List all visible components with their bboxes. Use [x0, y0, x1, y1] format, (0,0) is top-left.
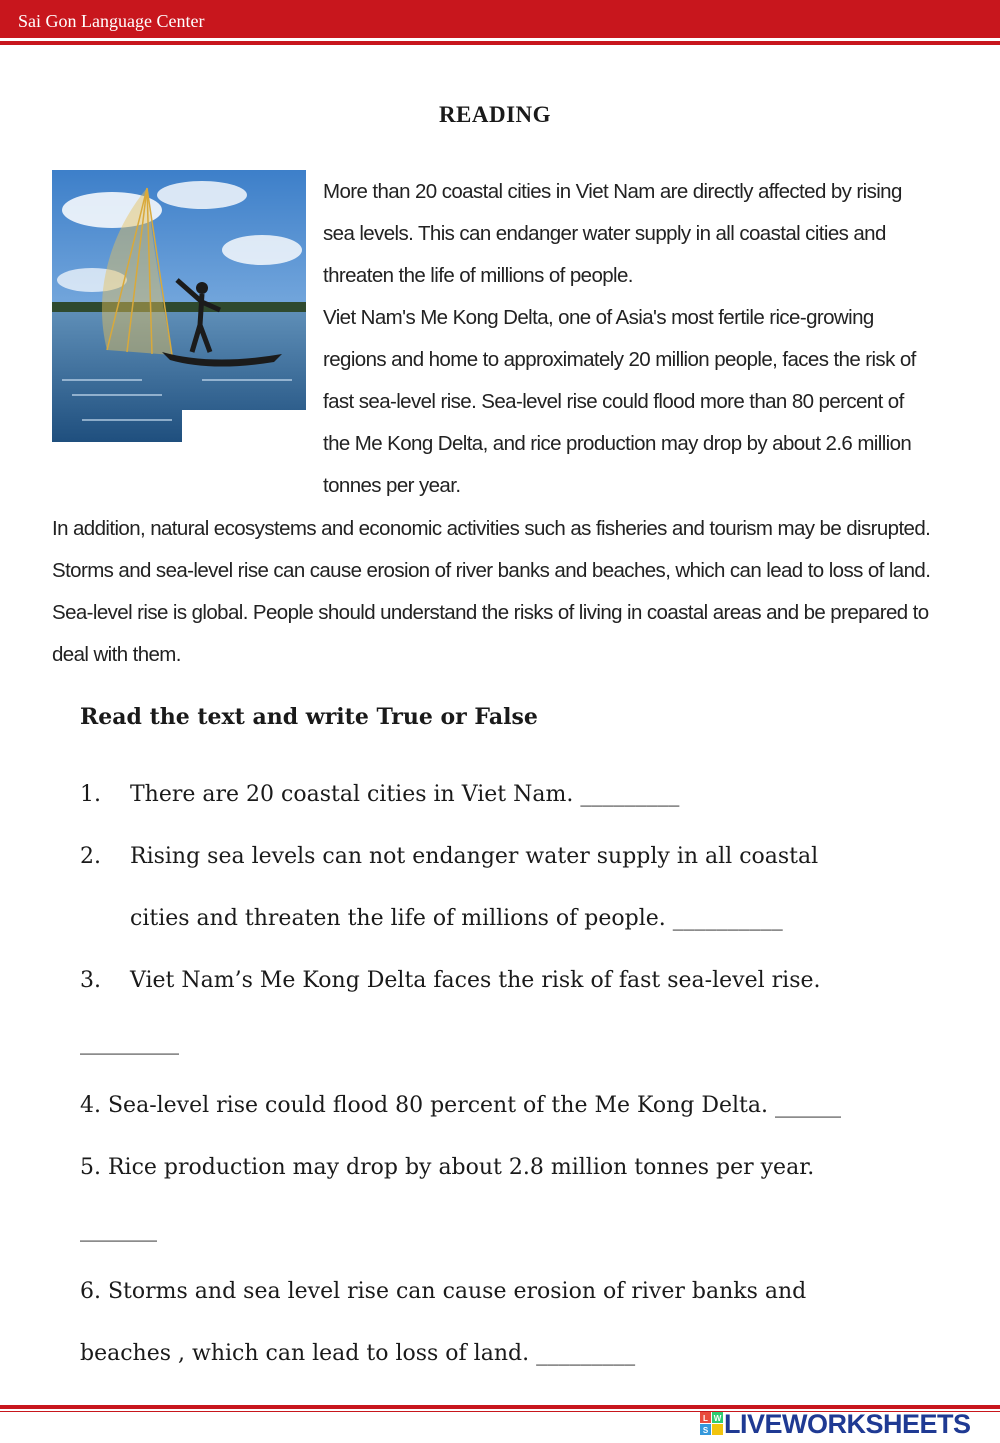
liveworksheets-logo-icon	[700, 1411, 724, 1437]
question-2	[80, 844, 818, 869]
question-5-answer-blank[interactable]: _______	[80, 1217, 157, 1242]
question-number: 2.	[80, 844, 101, 869]
header-title: Sai Gon Language Center	[18, 11, 205, 31]
fisherman-casting-net-photo	[52, 170, 306, 442]
logo-letter-l: L	[703, 1414, 708, 1423]
header-rule	[0, 41, 1000, 45]
question-5: 5. Rice production may drop by about 2.8 million tonnes per year.	[80, 1155, 815, 1180]
question-text: There are 20 coastal cities in Viet Nam. _________	[130, 782, 680, 807]
header-bar	[0, 0, 1000, 38]
question-number: 1.	[80, 782, 101, 807]
liveworksheets-logo-text: LIVEWORKSHEETS	[724, 1408, 971, 1439]
page-title: READING	[438, 102, 552, 127]
logo-letter-w: W	[713, 1414, 722, 1423]
question-text: Viet Nam’s Me Kong Delta faces the risk of fast sea-level rise.	[130, 968, 821, 993]
question-1	[80, 782, 679, 807]
question-6-continued: beaches , which can lead to loss of land. _________	[80, 1341, 636, 1366]
passage-intro	[323, 171, 933, 507]
instruction-heading: Read the text and write True or False	[80, 704, 538, 730]
question-number: 3.	[80, 968, 101, 993]
question-4: 4. Sea-level rise could flood 80 percent of the Me Kong Delta. ______	[80, 1093, 841, 1118]
cloud	[157, 181, 247, 209]
passage-continued	[52, 508, 937, 676]
passage-paragraph-2: Viet Nam's Me Kong Delta, one of Asia's most fertile rice-growing regions and home to approximately 20 million people, faces the risk of fast sea-level rise. Sea-level rise could flood more than 80 percent of the Me Kong Delta, and rice production may drop by about 2.6 million tonnes per year.	[323, 306, 916, 497]
question-6: 6. Storms and sea level rise can cause erosion of river banks and	[80, 1279, 807, 1304]
water-area	[52, 310, 306, 442]
question-3	[80, 968, 821, 993]
question-text: Rising sea levels can not endanger water supply in all coastal	[130, 844, 819, 869]
question-3-answer-blank[interactable]: _________	[80, 1030, 179, 1055]
passage-paragraph-3: In addition, natural ecosystems and economic activities such as fisheries and tourism may be disrupted. Storms and sea-level rise can cause erosion of river banks and beaches, which can lead to loss of land. Sea-level rise is global. People should understand the risks of living in coastal areas and be prepared to deal with them.	[52, 517, 931, 666]
liveworksheets-logo[interactable]	[700, 1409, 971, 1439]
horizon-trees	[52, 302, 306, 312]
logo-letter-s: S	[702, 1426, 709, 1435]
fisherman-head	[196, 282, 208, 294]
passage-paragraph-1: More than 20 coastal cities in Viet Nam are directly affected by rising sea levels. This can endanger water supply in all coastal cities and threaten the life of millions of people.	[323, 180, 902, 287]
cloud	[222, 235, 302, 265]
question-2-continued: cities and threaten the life of millions of people. __________	[130, 906, 783, 931]
